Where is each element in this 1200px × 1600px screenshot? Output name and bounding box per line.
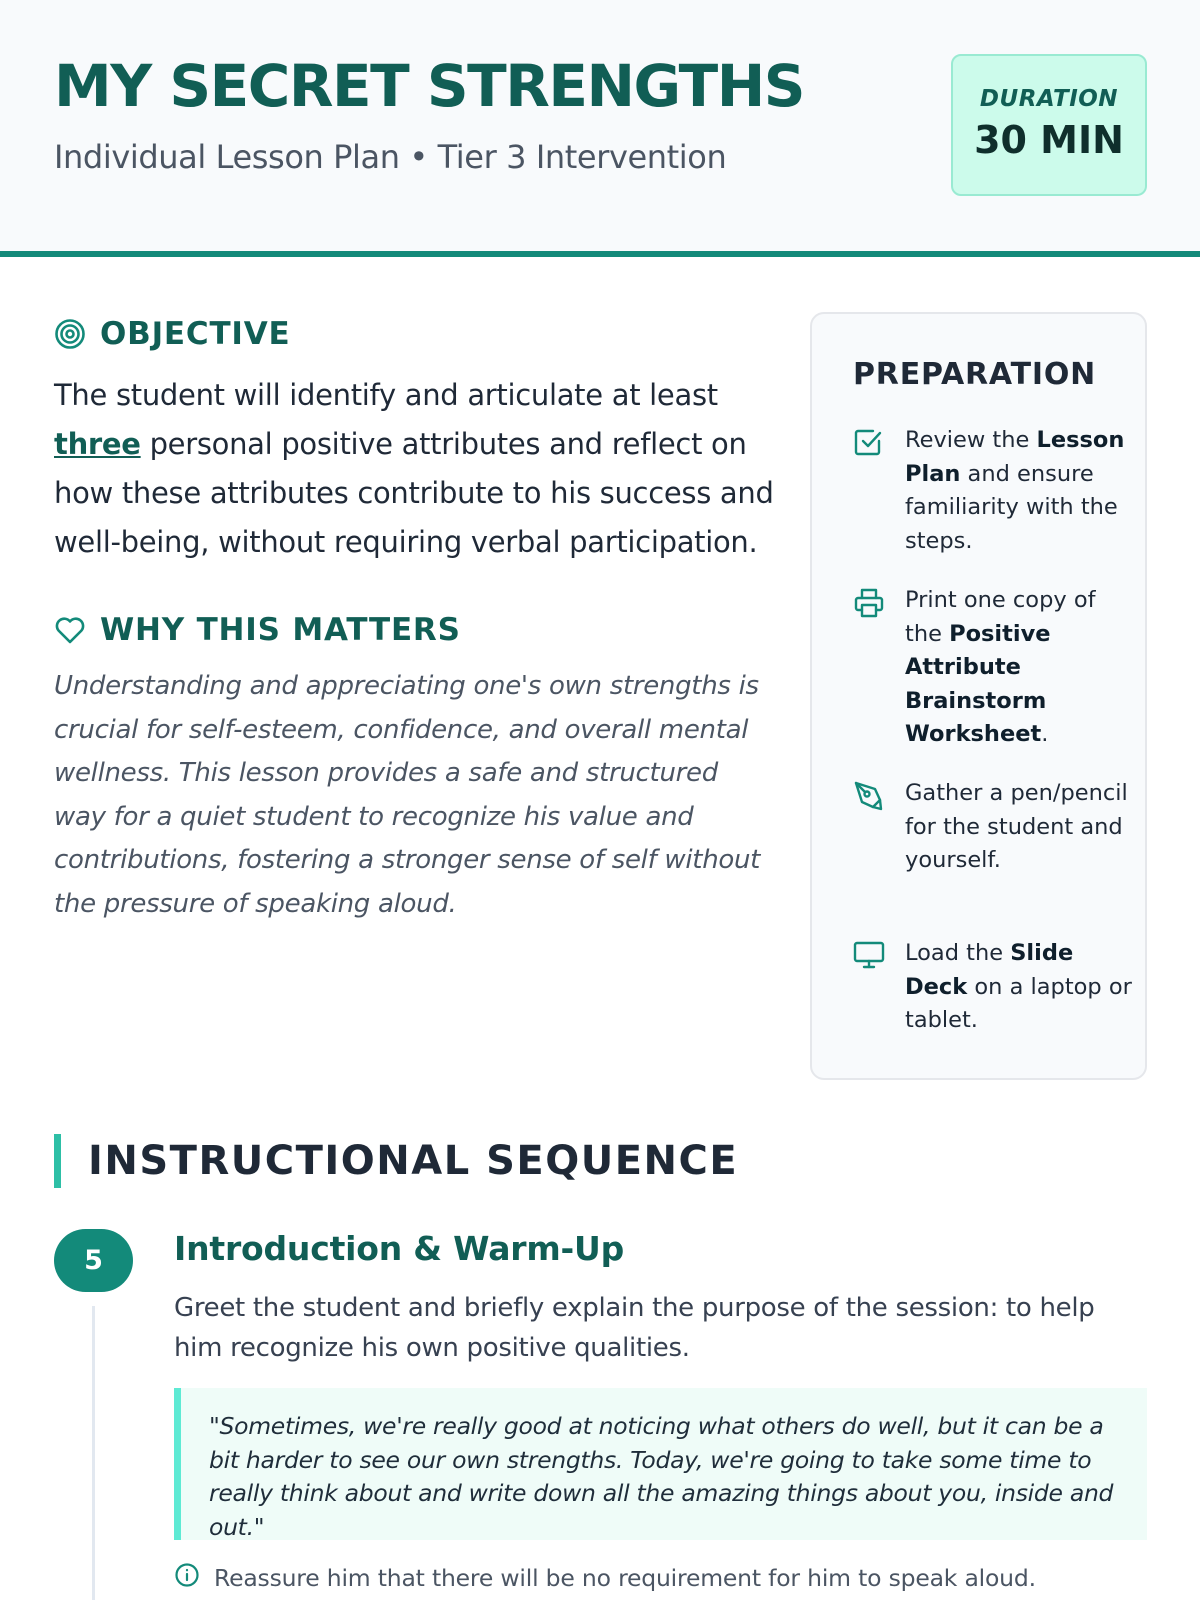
duration-label: DURATION bbox=[979, 86, 1119, 112]
page-title: MY SECRET STRENGTHS bbox=[54, 52, 805, 120]
prep-item bbox=[853, 777, 1133, 878]
step-note-text: Reassure him that there will be no requirement for him to speak aloud. bbox=[214, 1564, 1036, 1592]
sequence-title: INSTRUCTIONAL SEQUENCE bbox=[88, 1138, 739, 1184]
printer-icon bbox=[853, 587, 887, 752]
page-subtitle: Individual Lesson Plan • Tier 3 Intervention bbox=[54, 138, 727, 176]
duration-badge bbox=[951, 54, 1147, 196]
info-icon bbox=[174, 1562, 214, 1594]
prep-item-text: Review the Lesson Plan and ensure familiarity with the steps. bbox=[905, 427, 1125, 554]
prep-item bbox=[853, 424, 1133, 558]
why-heading bbox=[54, 612, 461, 648]
section-accent-bar bbox=[54, 1134, 61, 1188]
prep-item bbox=[853, 937, 1133, 1038]
prep-item-text: Print one copy of the Positive Attribute Brainstorm Worksheet. bbox=[905, 587, 1096, 747]
why-heading-text: WHY THIS MATTERS bbox=[100, 612, 461, 648]
objective-heading-text: OBJECTIVE bbox=[100, 316, 291, 352]
objective-text-after: personal positive attributes and reflect on how these attributes contribute to his success and well-being, without requiring verbal participation. bbox=[54, 427, 774, 559]
page-header bbox=[0, 0, 1200, 257]
step-script-quote: "Sometimes, we're really good at noticing what others do well, but it can be a bit harder to see our own strengths. Today, we're going to take some time to really think about and write down all the amazing things about you, inside and out." bbox=[174, 1388, 1147, 1540]
prep-item-text: Gather a pen/pencil for the student and yourself. bbox=[905, 780, 1128, 873]
preparation-panel bbox=[810, 312, 1147, 1080]
objective-emphasis: three bbox=[54, 427, 141, 461]
pen-tool-icon bbox=[853, 780, 887, 878]
why-text: Understanding and appreciating one's own strengths is crucial for self-esteem, confidence, and overall mental wellness. This lesson provides a safe and structured way for a quiet student to recognize his value and contributions, fostering a stronger sense of self without the pressure of speaking aloud. bbox=[54, 671, 761, 919]
step-title: Introduction & Warm-Up bbox=[174, 1229, 625, 1268]
heart-icon bbox=[54, 615, 86, 645]
prep-item bbox=[853, 584, 1133, 752]
preparation-title: PREPARATION bbox=[853, 357, 1097, 392]
monitor-icon bbox=[853, 940, 887, 1038]
duration-value: 30 MIN bbox=[974, 118, 1124, 162]
objective-text-before: The student will identify and articulate at least bbox=[54, 378, 718, 412]
step-note bbox=[174, 1562, 1036, 1594]
objective-text bbox=[54, 371, 774, 567]
objective-heading bbox=[54, 316, 291, 352]
step-description: Greet the student and briefly explain the purpose of the session: to help him recognize his own positive qualities. bbox=[174, 1293, 1095, 1363]
timeline-line bbox=[92, 1306, 95, 1600]
target-icon bbox=[54, 318, 86, 350]
step-minutes-badge: 5 bbox=[54, 1229, 133, 1292]
prep-item-text: Load the Slide Deck on a laptop or tablet. bbox=[905, 940, 1132, 1033]
checkbox-icon bbox=[853, 427, 887, 558]
